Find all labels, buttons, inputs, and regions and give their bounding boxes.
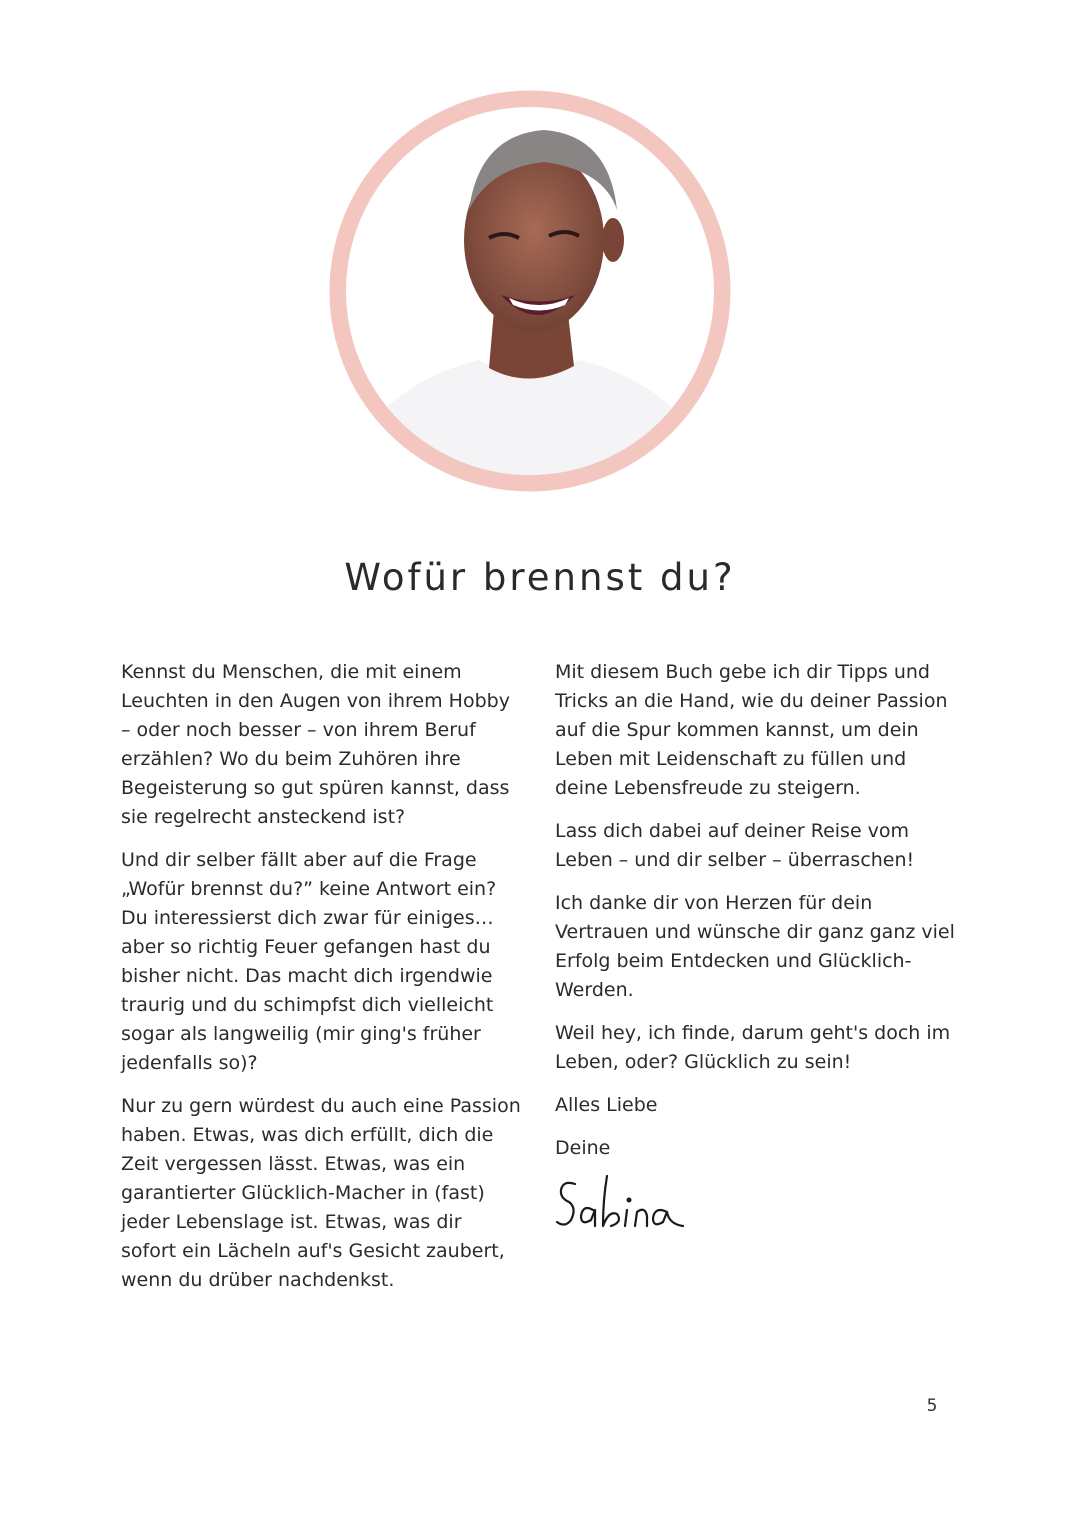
- paragraph: Lass dich dabei auf deiner Reise vom Leben – und dir selber – überraschen!: [555, 820, 915, 871]
- portrait-photo: [329, 90, 731, 492]
- right-column: [555, 658, 955, 1177]
- left-column: [121, 658, 521, 1309]
- paragraph: Weil hey, ich finde, darum geht's doch im Leben, oder? Glücklich zu sein!: [555, 1022, 951, 1073]
- paragraph: Mit diesem Buch gebe ich dir Tipps und Tricks an die Hand, wie du deiner Passion auf die Spur kommen kannst, um dein Leben mit Leidenschaft zu füllen und deine Lebensfreude zu steigern.: [555, 661, 948, 799]
- paragraph: Ich danke dir von Herzen für dein Vertrauen und wünsche dir ganz ganz viel Erfolg beim Entdecken und Glücklich-Werden.: [555, 892, 955, 1001]
- page-title: Wofür brennst du?: [344, 556, 736, 599]
- signature-icon: [553, 1170, 693, 1236]
- closing-text: Alles Liebe: [555, 1094, 658, 1116]
- paragraph: Kennst du Menschen, die mit einem Leuchten in den Augen von ihrem Hobby – oder noch besser – von ihrem Beruf erzählen? Wo du beim Zuhören ihre Begeisterung so gut spüren kannst, dass sie regelrecht ansteckend ist?: [121, 661, 510, 828]
- portrait-photo-icon: [329, 90, 731, 492]
- paragraph: Und dir selber fällt aber auf die Frage „Wofür brennst du?” keine Antwort ein? Du interessierst dich zwar für einiges… aber so richtig Feuer gefangen hast du bisher nicht. Das macht dich irgendwie traurig und du schimpfst dich vielleicht sogar als langweilig (mir ging's früher jedenfalls so)?: [121, 849, 497, 1074]
- page-number: 5: [926, 1396, 938, 1416]
- paragraph: Nur zu gern würdest du auch eine Passion haben. Etwas, was dich erfüllt, dich die Zeit vergessen lässt. Etwas, was ein garantierter Glücklich-Macher in (fast) jeder Lebenslage ist. Etwas, was dir sofort ein Lächeln auf's Gesicht zaubert, wenn du drüber nachdenkst.: [121, 1095, 521, 1291]
- sign-off-text: Deine: [555, 1137, 611, 1159]
- signature: [553, 1170, 693, 1236]
